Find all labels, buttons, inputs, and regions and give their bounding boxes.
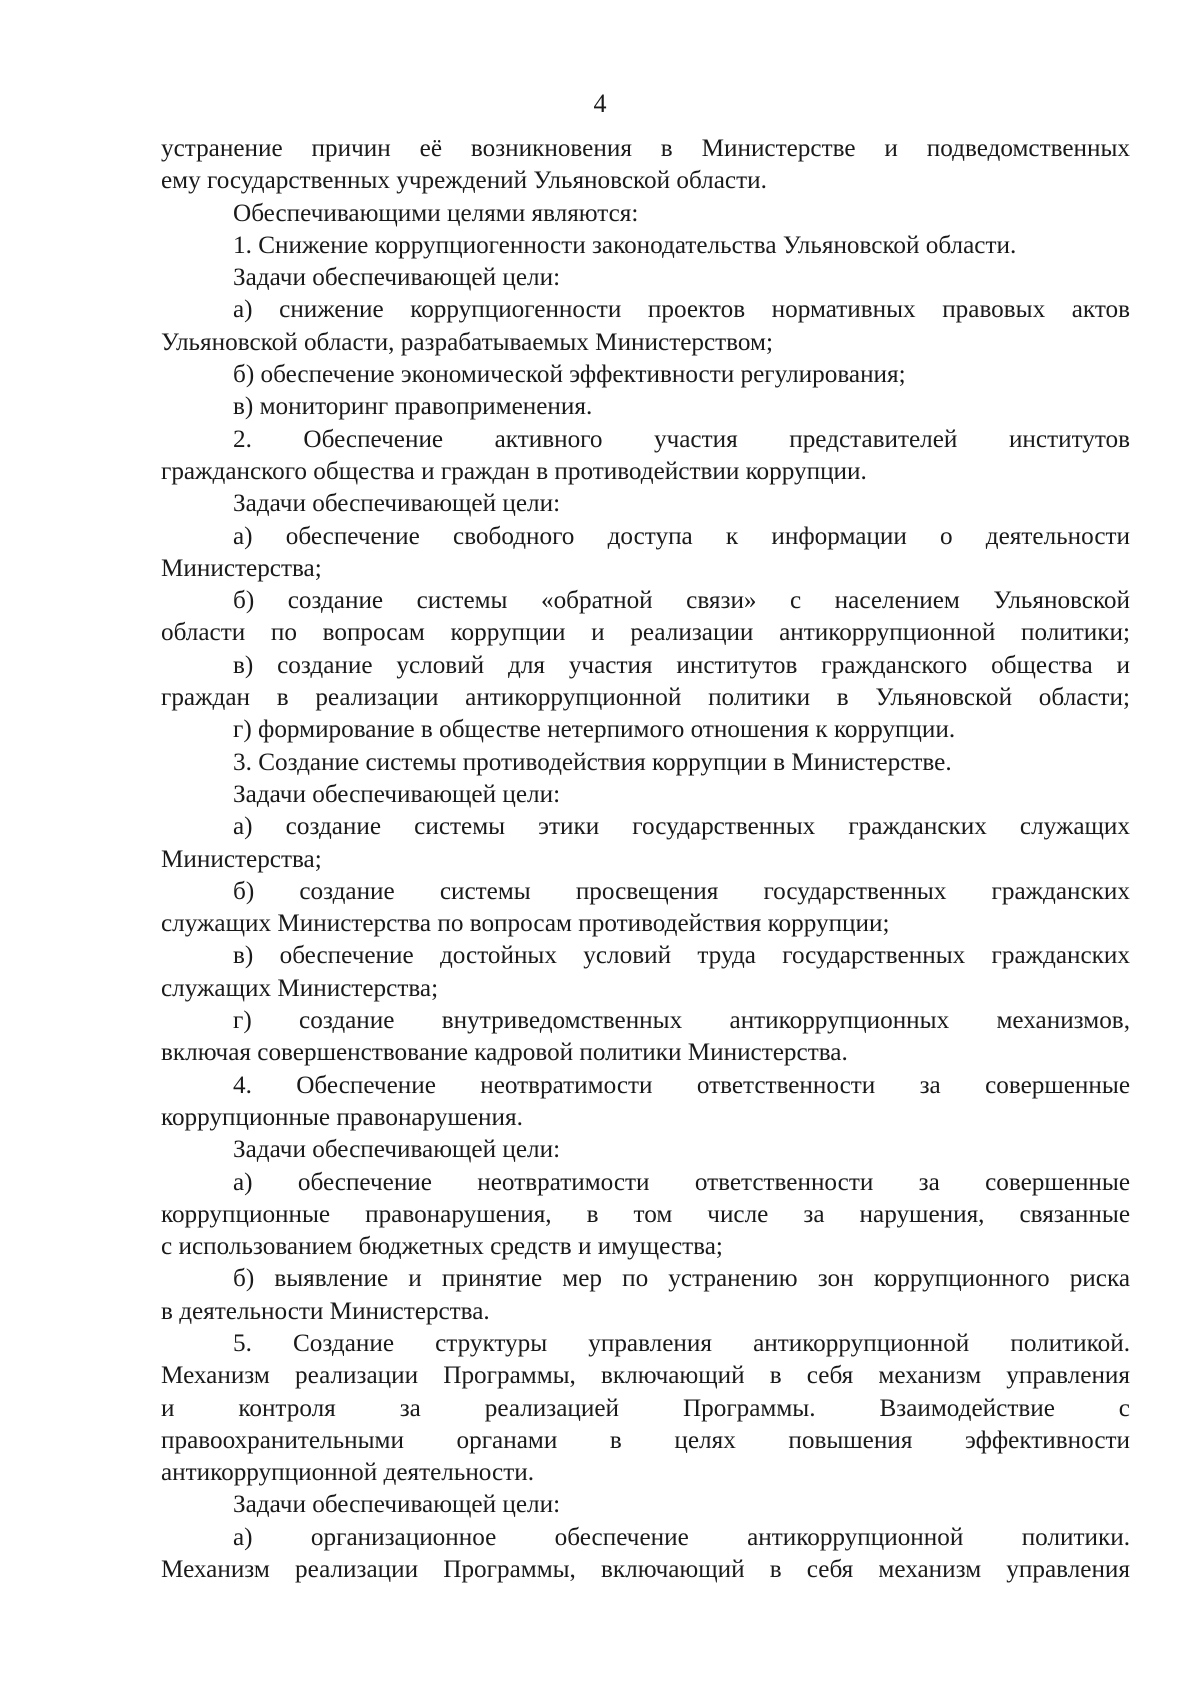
text-line: б) обеспечение экономической эффективности регулирования; — [233, 361, 906, 389]
text-line: в) мониторинг правоприменения. — [233, 393, 593, 421]
text-line: ему государственных учреждений Ульяновской области. — [161, 167, 767, 195]
text-line: а) создание системы этики государственных гражданских служащих — [233, 813, 1130, 841]
text-line: коррупционные правонарушения. — [161, 1103, 523, 1131]
text-line: в) обеспечение достойных условий труда государственных гражданских — [233, 942, 1130, 970]
text-line: б) выявление и принятие мер по устранению зон коррупционного риска — [233, 1265, 1130, 1293]
text-line: г) создание внутриведомственных антикоррупционных механизмов, — [233, 1007, 1130, 1035]
text-line: Механизм реализации Программы, включающий в себя механизм управления — [161, 1556, 1130, 1584]
text-line: гражданского общества и граждан в противодействии коррупции. — [161, 457, 867, 485]
text-line: Задачи обеспечивающей цели: — [233, 490, 561, 518]
text-line: б) создание системы просвещения государственных гражданских — [233, 877, 1130, 905]
text-line: г) формирование в обществе нетерпимого отношения к коррупции. — [233, 716, 956, 744]
text-line: а) организационное обеспечение антикоррупционной политики. — [233, 1523, 1130, 1551]
text-line: служащих Министерства; — [161, 974, 439, 1002]
text-line: коррупционные правонарушения, в том числе за нарушения, связанные — [161, 1200, 1130, 1228]
text-line: 1. Снижение коррупциогенности законодательства Ульяновской области. — [233, 231, 1017, 259]
text-line: а) обеспечение свободного доступа к информации о деятельности — [233, 522, 1130, 550]
text-line: 5. Создание структуры управления антикоррупционной политикой. — [233, 1329, 1130, 1357]
text-line: Министерства; — [161, 845, 322, 873]
text-line: области по вопросам коррупции и реализации антикоррупционной политики; — [161, 619, 1130, 647]
text-line: и контроля за реализацией Программы. Взаимодействие с — [161, 1394, 1130, 1422]
text-line: а) снижение коррупциогенности проектов нормативных правовых актов — [233, 296, 1130, 324]
text-line: антикоррупционной деятельности. — [161, 1459, 534, 1487]
text-line: 4. Обеспечение неотвратимости ответственности за совершенные — [233, 1071, 1130, 1099]
text-line: в деятельности Министерства. — [161, 1297, 490, 1325]
text-line: Задачи обеспечивающей цели: — [233, 1136, 561, 1164]
text-line: 3. Создание системы противодействия коррупции в Министерстве. — [233, 748, 952, 776]
document-body — [161, 133, 1130, 1586]
text-line: Министерства; — [161, 554, 322, 582]
text-line: служащих Министерства по вопросам противодействия коррупции; — [161, 910, 890, 938]
text-line: Задачи обеспечивающей цели: — [233, 780, 561, 808]
text-line: Задачи обеспечивающей цели: — [233, 1491, 561, 1519]
text-line: 2. Обеспечение активного участия представителей институтов — [233, 425, 1130, 453]
text-line: граждан в реализации антикоррупционной политики в Ульяновской области; — [161, 684, 1130, 712]
text-line: включая совершенствование кадровой политики Министерства. — [161, 1039, 848, 1067]
text-line: Задачи обеспечивающей цели: — [233, 264, 561, 292]
text-line: правоохранительными органами в целях повышения эффективности — [161, 1426, 1130, 1454]
text-line: а) обеспечение неотвратимости ответственности за совершенные — [233, 1168, 1130, 1196]
text-line: с использованием бюджетных средств и имущества; — [161, 1233, 723, 1261]
text-line: Механизм реализации Программы, включающий в себя механизм управления — [161, 1362, 1130, 1390]
text-line: устранение причин её возникновения в Министерстве и подведомственных — [161, 135, 1130, 162]
page-number: 4 — [593, 89, 607, 118]
text-line: в) создание условий для участия институтов гражданского общества и — [233, 651, 1130, 679]
text-line: б) создание системы «обратной связи» с населением Ульяновской — [233, 587, 1130, 615]
text-line: Ульяновской области, разрабатываемых Министерством; — [161, 328, 773, 356]
text-line: Обеспечивающими целями являются: — [233, 199, 639, 227]
